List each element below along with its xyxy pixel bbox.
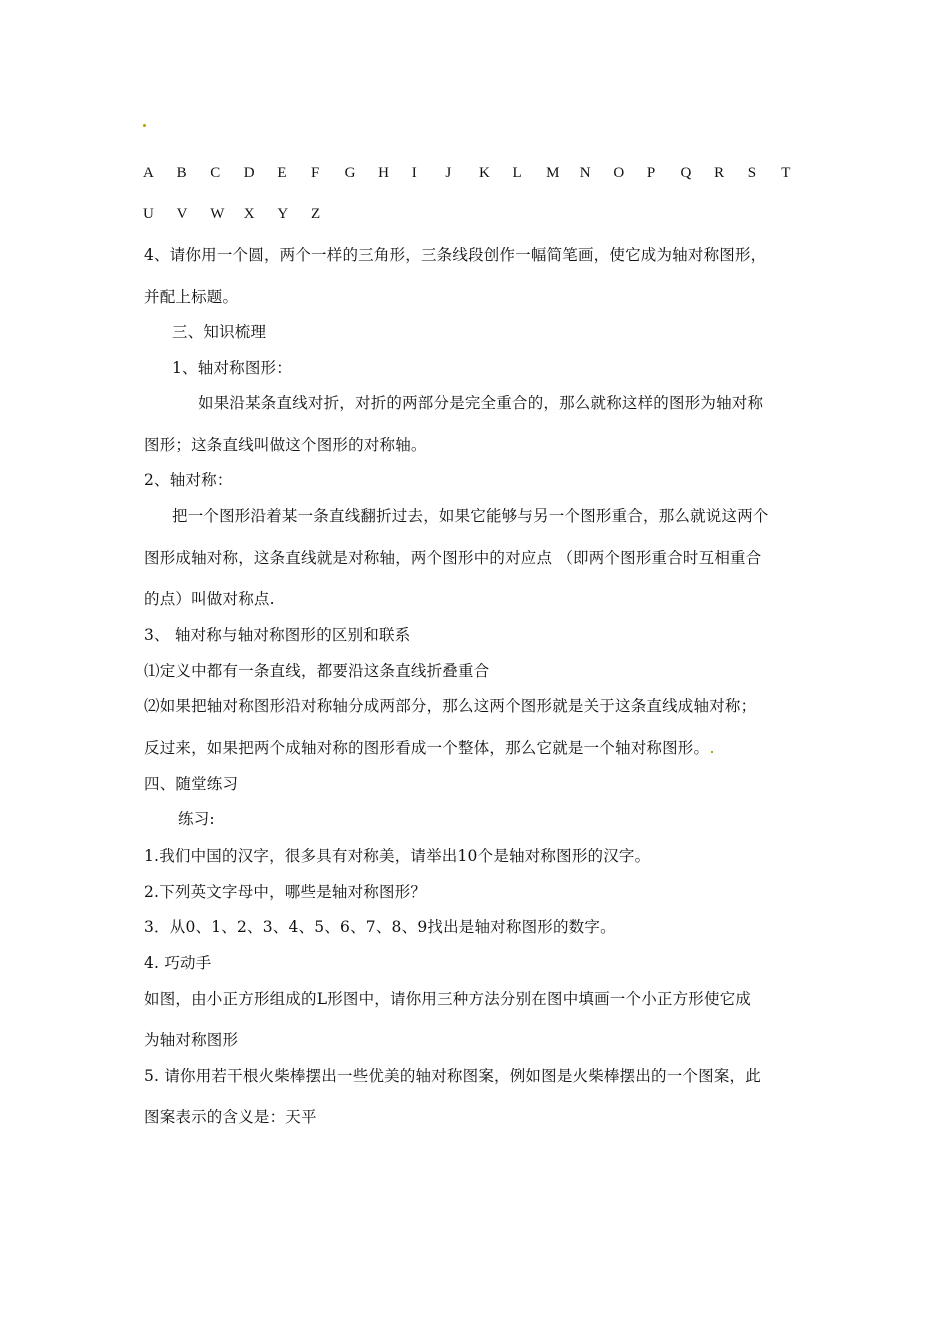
letter-k: K <box>478 165 490 181</box>
letter-n: N <box>579 165 591 181</box>
letter-w: W <box>210 206 225 222</box>
decorative-mark <box>711 751 713 753</box>
letter-d: D <box>243 165 255 181</box>
letter-x: X <box>243 206 255 222</box>
letter-h: H <box>378 165 389 181</box>
letter-b: B <box>176 165 187 181</box>
difference-point-3-text: 反过来，如果把两个成轴对称的图形看成一个整体，那么它就是一个轴对称图形。 <box>144 739 710 757</box>
practice-question-4-line-1: 如图，由小正方形组成的L形图中，请你用三种方法分别在图中填画一个小正方形使它成 <box>144 990 752 1008</box>
letter-a: A <box>143 165 154 181</box>
practice-question-4-line-2: 为轴对称图形 <box>144 1031 239 1049</box>
question-4-line-2: 并配上标题。 <box>144 288 239 306</box>
difference-point-1: ⑴定义中都有一条直线，都要沿这条直线折叠重合 <box>144 662 490 680</box>
axial-symmetry-line-2: 图形成轴对称，这条直线就是对称轴，两个图形中的对应点 （即两个图形重合时互相重合 <box>144 549 762 567</box>
axial-symmetry-line-3: 的点）叫做对称点. <box>144 590 275 608</box>
letter-c: C <box>210 165 221 181</box>
letter-y: Y <box>277 206 289 222</box>
letter-o: O <box>613 165 625 181</box>
letter-r: R <box>714 165 725 181</box>
axial-symmetry-line-1: 把一个图形沿着某一条直线翻折过去，如果它能够与另一个图形重合，那么就说这两个 <box>172 507 769 525</box>
practice-question-4-title: 4. 巧动手 <box>144 954 212 972</box>
practice-label: 练习: <box>178 810 215 828</box>
letter-q: Q <box>680 165 692 181</box>
letter-z: Z <box>310 206 321 222</box>
letter-g: G <box>344 165 356 181</box>
question-4-line-1: 4、请你用一个圆，两个一样的三角形，三条线段创作一幅简笔画，使它成为轴对称图形， <box>144 246 767 264</box>
subheading-axisymmetric-figure: 1、轴对称图形： <box>172 359 292 377</box>
difference-point-2: ⑵如果把轴对称图形沿对称轴分成两部分，那么这两个图形就是关于这条直线成轴对称； <box>144 697 757 715</box>
subheading-axial-symmetry: 2、轴对称： <box>144 471 233 489</box>
letter-t: T <box>781 165 791 181</box>
letters-row-1 <box>143 165 815 182</box>
letters-row-2 <box>143 206 345 223</box>
definition-line-2: 图形；这条直线叫做这个图形的对称轴。 <box>144 436 427 454</box>
letter-f: F <box>310 165 320 181</box>
letter-i: I <box>411 165 417 181</box>
definition-line-1: 如果沿某条直线对折，对折的两部分是完全重合的，那么就称这样的图形为轴对称 <box>198 394 764 412</box>
letter-m: M <box>546 165 560 181</box>
practice-question-5-line-1: 5. 请你用若干根火柴棒摆出一些优美的轴对称图案，例如图是火柴棒摆出的一个图案，此 <box>144 1067 761 1085</box>
letter-v: V <box>176 206 188 222</box>
difference-point-3 <box>144 736 713 758</box>
section-heading-practice: 四、随堂练习 <box>144 775 239 793</box>
practice-question-2: 2.下列英文字母中，哪些是轴对称图形？ <box>144 883 427 901</box>
subheading-difference: 3、 轴对称与轴对称图形的区别和联系 <box>144 626 411 644</box>
practice-question-5-line-2: 图案表示的含义是：天平 <box>144 1108 317 1126</box>
letter-u: U <box>143 206 154 222</box>
letter-j: J <box>445 165 452 181</box>
decorative-dot <box>143 124 146 127</box>
letter-e: E <box>277 165 287 181</box>
practice-question-1: 1.我们中国的汉字，很多具有对称美，请举出10个是轴对称图形的汉字。 <box>144 847 651 865</box>
letter-l: L <box>512 165 522 181</box>
letter-p: P <box>646 165 656 181</box>
section-heading-knowledge: 三、知识梳理 <box>172 323 267 341</box>
practice-question-3: 3．从0、1、2、3、4、5、6、7、8、9找出是轴对称图形的数字。 <box>144 918 616 936</box>
letter-s: S <box>747 165 757 181</box>
